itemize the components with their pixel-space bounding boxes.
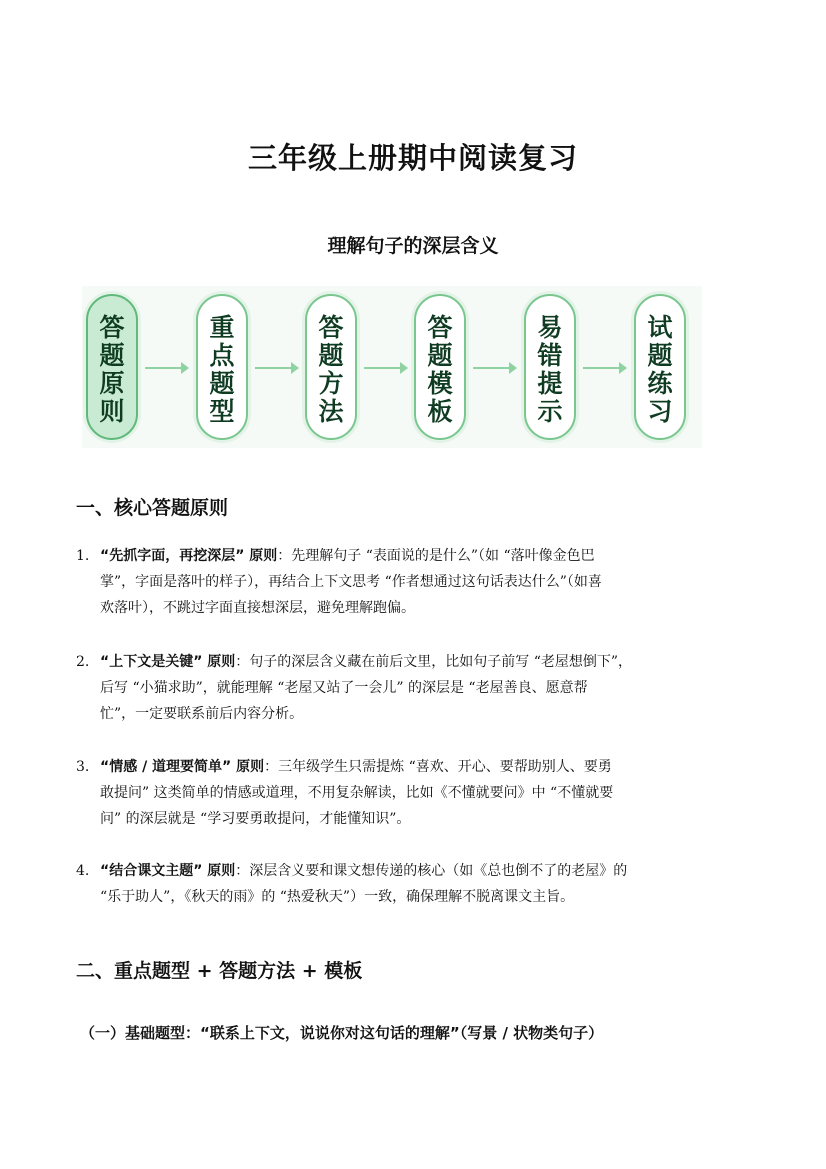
item-number: 2. (76, 654, 90, 670)
flow-step-principles (86, 294, 138, 440)
arrow-right-icon (255, 366, 299, 370)
flow-step-templates (414, 294, 466, 440)
item-text: 忙”，一定要联系前后内容分析。 (100, 706, 304, 722)
item-text: 敢提问” 这类简单的情感或道理，不用复杂解读，比如《不懂就要问》中 “不懂就要 (100, 785, 614, 801)
flow-step-label: 答题模板 (427, 313, 453, 426)
principle-item (76, 754, 760, 832)
item-keyword: “上下文是关键” 原则 (100, 654, 236, 670)
principle-item (76, 858, 760, 910)
item-text: 掌”，字面是落叶的样子），再结合上下文思考 “作者想通过这句话表达什么”（如喜 (100, 574, 602, 590)
flow-step-label: 重点题型 (209, 313, 235, 426)
flow-chart (82, 286, 702, 448)
principle-item (76, 543, 760, 621)
arrow-right-icon (364, 366, 408, 370)
item-number: 3. (76, 759, 90, 775)
principle-item (76, 649, 760, 727)
item-keyword: “情感 / 道理要简单” 原则 (100, 759, 265, 775)
item-text: ：三年级学生只需提炼 “喜欢、开心、要帮助别人、要勇 (264, 759, 612, 775)
page-title: 三年级上册期中阅读复习 (247, 141, 578, 175)
subsection-heading: （一）基础题型：“联系上下文，说说你对这句话的理解”（写景 / 状物类句子） (80, 1024, 604, 1042)
flow-step-label: 答题方法 (318, 313, 344, 426)
page-subtitle: 理解句子的深层含义 (327, 235, 499, 257)
item-text: ：深层含义要和课文想传递的核心（如《总也倒不了的老屋》的 (235, 863, 628, 879)
arrow-right-icon (583, 366, 627, 370)
flow-step-label: 易错提示 (537, 313, 563, 426)
arrow-right-icon (473, 366, 517, 370)
item-text: ：先理解句子 “表面说的是什么”（如 “落叶像金色巴 (277, 548, 595, 564)
flow-step-practice (634, 294, 686, 440)
item-text: 后写 “小猫求助”，就能理解 “老屋又站了一会儿” 的深层是 “老屋善良、愿意帮 (100, 680, 588, 696)
flow-step-mistakes (524, 294, 576, 440)
flow-step-label: 试题练习 (647, 313, 673, 426)
item-text: “乐于助人”，《秋天的雨》的 “热爱秋天”）一致，确保理解不脱离课文主旨。 (100, 889, 575, 905)
item-keyword: “先抓字面，再挖深层” 原则 (100, 548, 278, 564)
item-keyword: “结合课文主题” 原则 (100, 863, 236, 879)
item-text: 问” 的深层就是 “学习要勇敢提问，才能懂知识”。 (100, 811, 411, 827)
flow-step-label: 答题原则 (99, 313, 125, 426)
section-heading-question-types: 二、重点题型 + 答题方法 + 模板 (76, 960, 363, 982)
flow-step-methods (305, 294, 357, 440)
item-number: 4. (76, 863, 90, 879)
item-text: 欢落叶），不跳过字面直接想深层，避免理解跑偏。 (100, 600, 415, 616)
item-text: ：句子的深层含义藏在前后文里，比如句子前写 “老屋想倒下”， (235, 654, 633, 670)
flow-step-key-types (196, 294, 248, 440)
section-heading-principles: 一、核心答题原则 (76, 497, 229, 519)
item-number: 1. (76, 548, 90, 564)
arrow-right-icon (145, 366, 189, 370)
